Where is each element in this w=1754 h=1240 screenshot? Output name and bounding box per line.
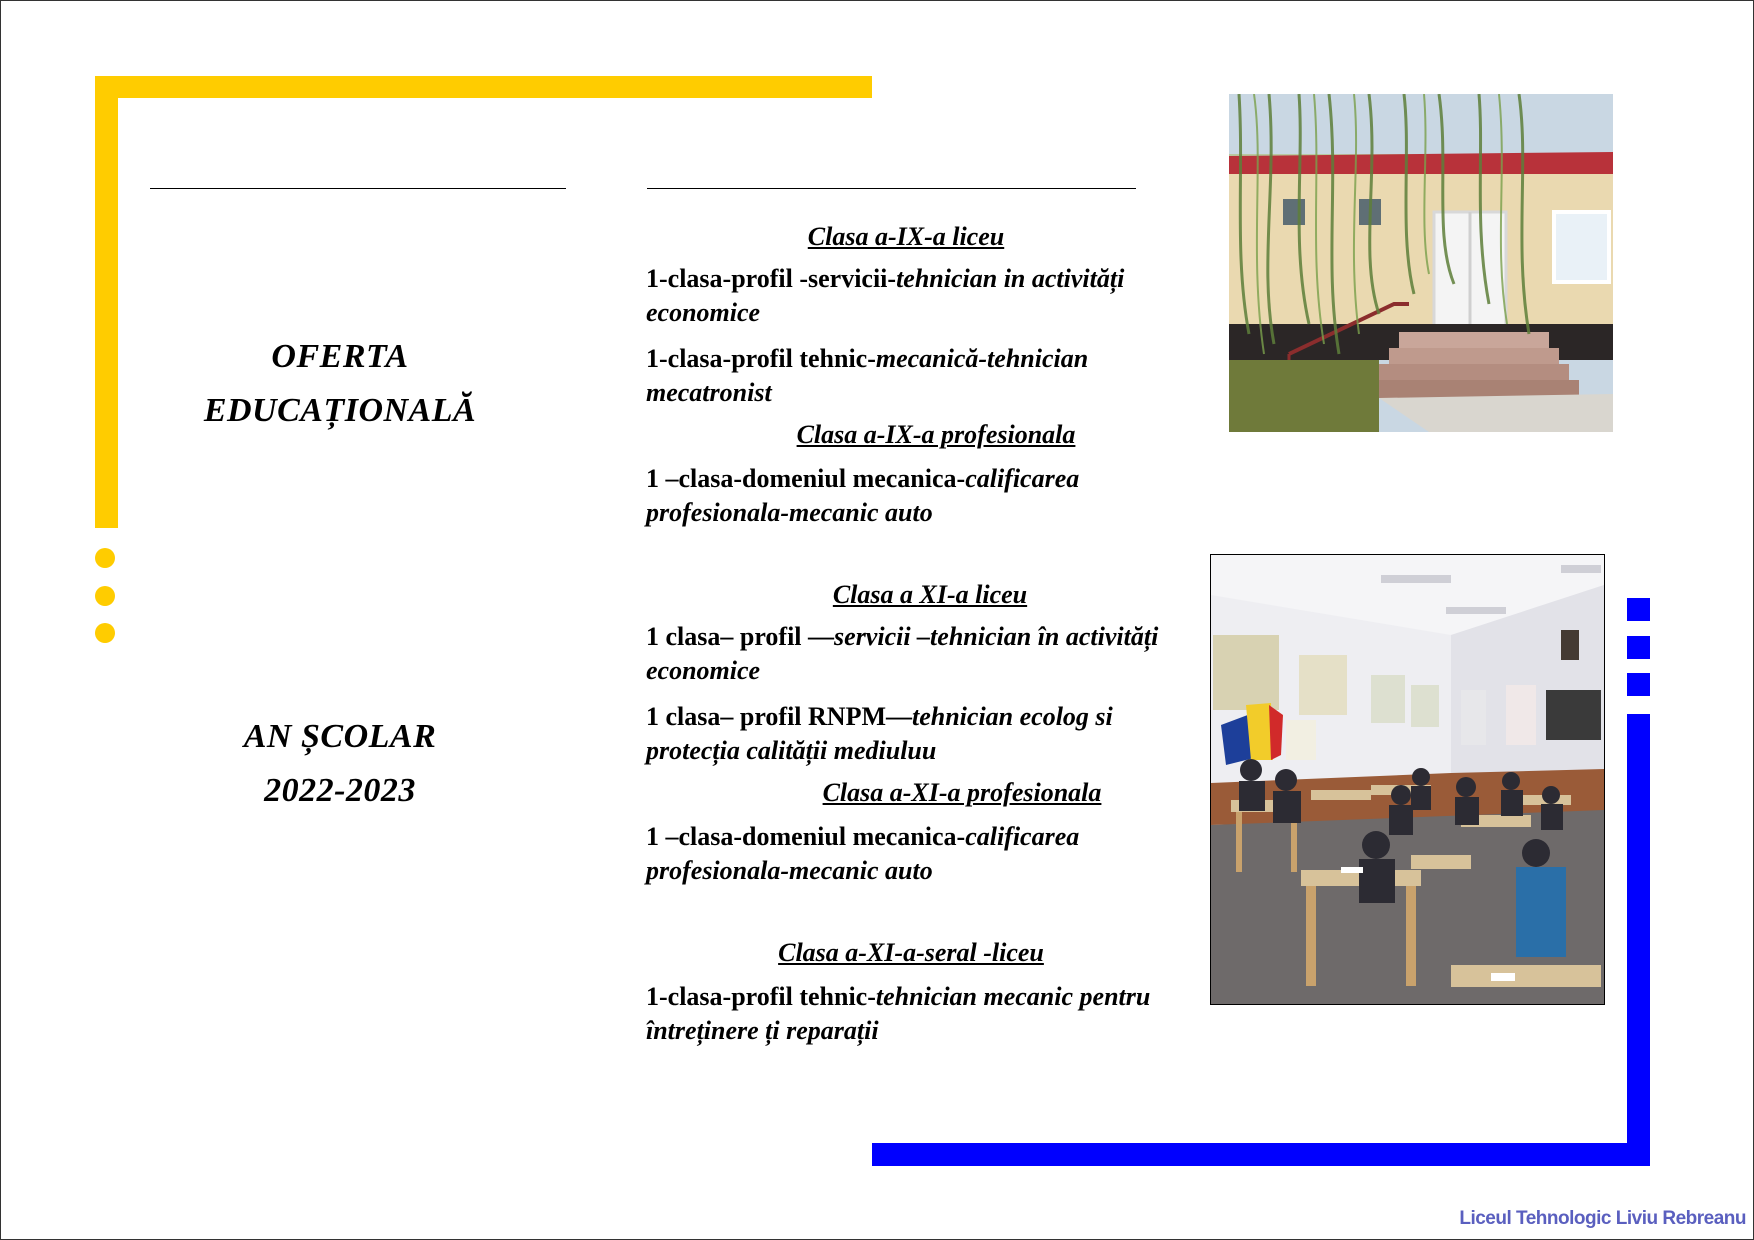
item-detail: tehnician in activități economice bbox=[646, 264, 1125, 327]
offer-item bbox=[646, 342, 1166, 410]
classroom-photo bbox=[1210, 554, 1605, 1005]
item-prefix: 1 clasa– profil — bbox=[646, 622, 835, 651]
section-xi-profesionala bbox=[646, 776, 1166, 888]
yellow-dot-1 bbox=[95, 548, 115, 568]
school-building-image bbox=[1229, 94, 1613, 432]
item-detail: tehnician ecolog si protecția calității mediuluu bbox=[646, 702, 1113, 765]
school-name-footer: Liceul Tehnologic Liviu Rebreanu bbox=[1459, 1208, 1746, 1229]
blue-square-1 bbox=[1627, 598, 1650, 621]
item-prefix: 1-clasa-profil tehnic- bbox=[646, 982, 876, 1011]
item-prefix: 1 clasa– profil RNPM— bbox=[646, 702, 912, 731]
blue-bar-right bbox=[1627, 714, 1650, 1166]
item-prefix: 1-clasa-profil -servicii- bbox=[646, 264, 897, 293]
left-divider bbox=[150, 188, 566, 189]
item-detail: mecanică-tehnician mecatronist bbox=[646, 344, 1089, 407]
yellow-dot-3 bbox=[95, 623, 115, 643]
yellow-bar-left bbox=[95, 76, 118, 528]
item-prefix: 1-clasa-profil tehnic- bbox=[646, 344, 876, 373]
item-detail: tehnician mecanic pentru întreținere ți reparații bbox=[646, 982, 1151, 1045]
section-xi-seral bbox=[646, 936, 1166, 1048]
page-title bbox=[150, 330, 530, 438]
item-detail: calificarea profesionala-mecanic auto bbox=[646, 822, 1080, 885]
offer-column bbox=[646, 220, 1166, 1048]
item-prefix: 1 –clasa-domeniul mecanica- bbox=[646, 822, 966, 851]
offer-item bbox=[646, 620, 1166, 688]
item-detail: calificarea profesionala-mecanic auto bbox=[646, 464, 1080, 527]
title-line-1: OFERTA bbox=[271, 338, 409, 375]
offer-item bbox=[646, 262, 1166, 330]
section-heading: Clasa a-XI-a-seral -liceu bbox=[778, 938, 1044, 967]
offer-item bbox=[646, 462, 1166, 530]
school-building-photo bbox=[1229, 94, 1613, 432]
section-heading: Clasa a-IX-a profesionala bbox=[796, 420, 1076, 449]
blue-square-2 bbox=[1627, 636, 1650, 659]
offer-item bbox=[646, 980, 1166, 1048]
classroom-image bbox=[1211, 555, 1604, 1004]
middle-divider bbox=[647, 188, 1136, 189]
year-value: 2022-2023 bbox=[264, 772, 416, 809]
offer-item bbox=[646, 820, 1166, 888]
year-label: AN ȘCOLAR bbox=[243, 718, 437, 755]
title-line-2: EDUCAȚIONALĂ bbox=[203, 392, 477, 429]
yellow-bar-top bbox=[95, 76, 872, 98]
item-prefix: 1 –clasa-domeniul mecanica- bbox=[646, 464, 966, 493]
yellow-dot-2 bbox=[95, 586, 115, 606]
school-year bbox=[150, 710, 530, 818]
section-ix-profesionala bbox=[646, 418, 1166, 530]
blue-bar-bottom bbox=[872, 1143, 1650, 1166]
section-ix-liceu bbox=[646, 220, 1166, 410]
section-heading: Clasa a XI-a liceu bbox=[832, 580, 1028, 609]
offer-item bbox=[646, 700, 1166, 768]
section-heading: Clasa a-IX-a liceu bbox=[807, 222, 1005, 251]
blue-square-3 bbox=[1627, 673, 1650, 696]
section-heading: Clasa a-XI-a profesionala bbox=[822, 778, 1102, 807]
section-xi-liceu bbox=[646, 578, 1166, 768]
item-detail: servicii –tehnician în activități economice bbox=[646, 622, 1159, 685]
